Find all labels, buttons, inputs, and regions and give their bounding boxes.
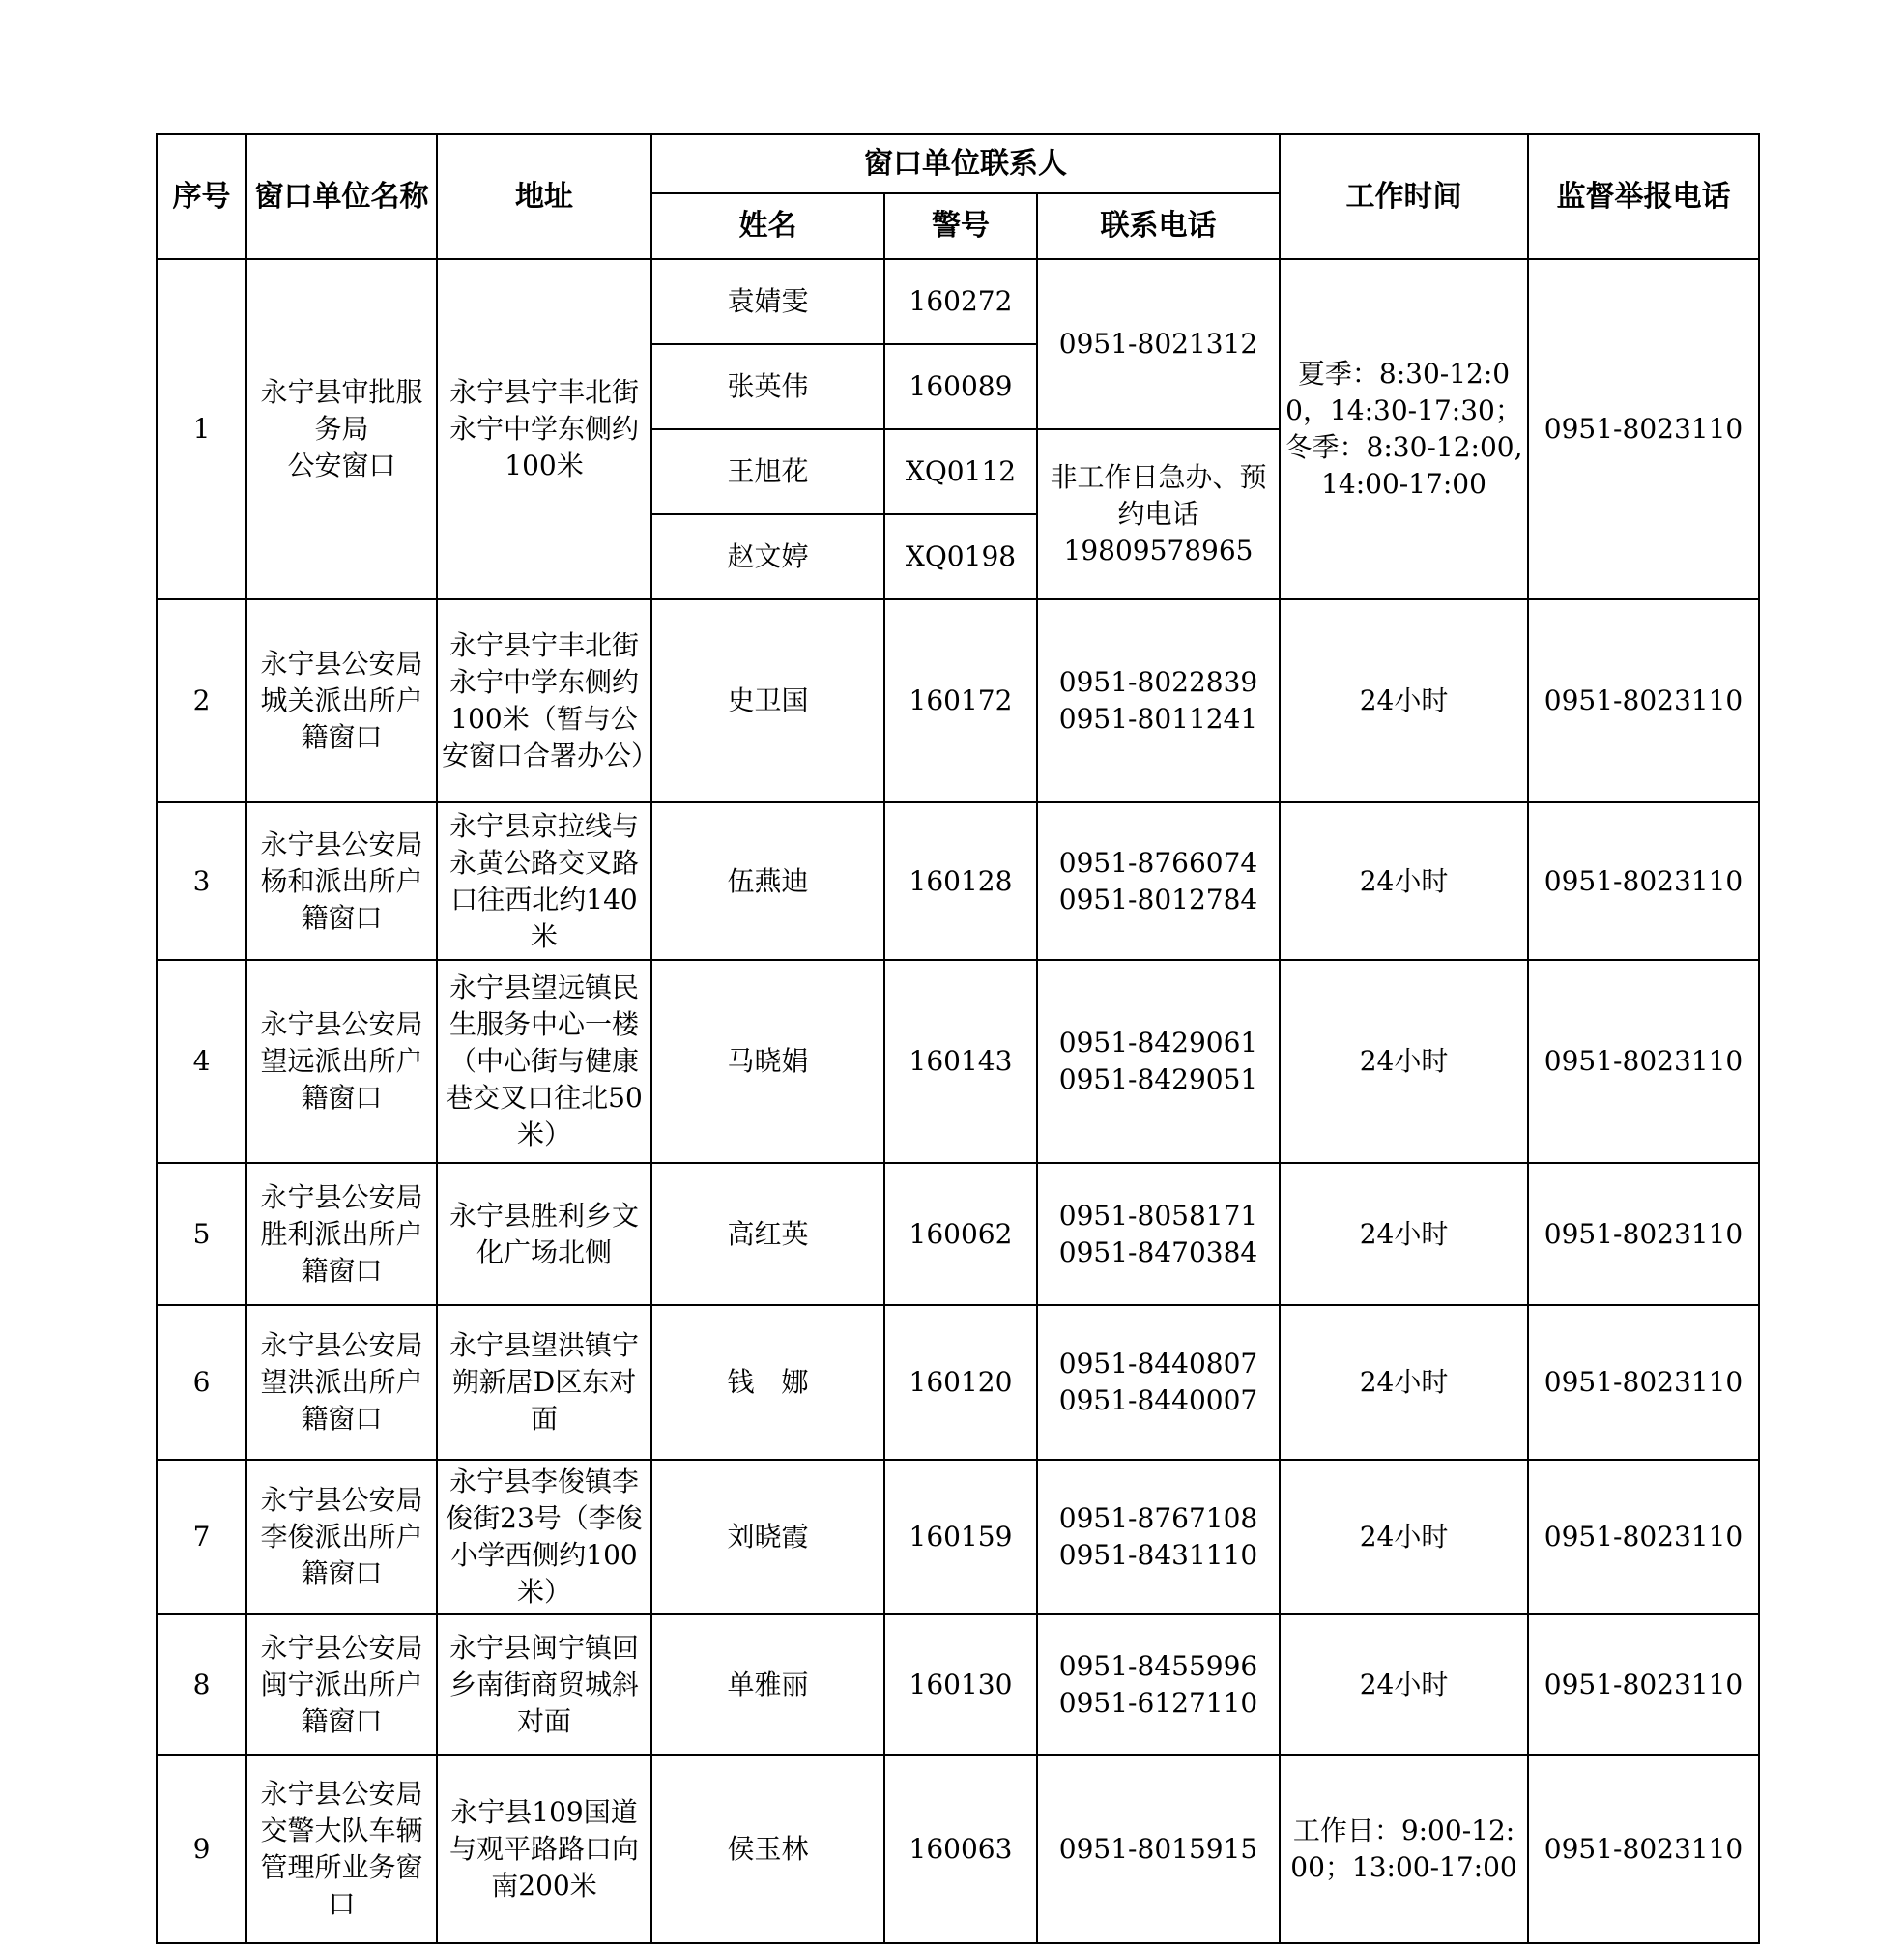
row-badge: 160063 (884, 1755, 1037, 1943)
table-row (157, 802, 1759, 960)
row-hours: 24小时 (1280, 599, 1528, 802)
row-badge: 160128 (884, 802, 1037, 960)
row1-phone-a: 0951-8021312 (1037, 259, 1280, 429)
header-unit: 窗口单位名称 (246, 134, 437, 259)
table-row (157, 599, 1759, 802)
row-name: 刘晓霞 (651, 1460, 884, 1614)
row1-index: 1 (157, 259, 246, 599)
row-name: 钱 娜 (651, 1305, 884, 1460)
row-hours: 24小时 (1280, 1460, 1528, 1614)
row-name: 伍燕迪 (651, 802, 884, 960)
row-name: 史卫国 (651, 599, 884, 802)
row-name: 马晓娟 (651, 960, 884, 1163)
row-hours: 24小时 (1280, 1614, 1528, 1755)
row-hours: 24小时 (1280, 802, 1528, 960)
row-badge: 160143 (884, 960, 1037, 1163)
row-index: 2 (157, 599, 246, 802)
row-index: 6 (157, 1305, 246, 1460)
row-unit: 永宁县公安局杨和派出所户籍窗口 (246, 802, 437, 960)
row-address: 永宁县宁丰北街永宁中学东侧约100米（暂与公安窗口合署办公） (437, 599, 651, 802)
header-index: 序号 (157, 134, 246, 259)
table-row (157, 960, 1759, 1163)
row-supervise: 0951-8023110 (1528, 599, 1759, 802)
row-unit: 永宁县公安局望远派出所户籍窗口 (246, 960, 437, 1163)
row-hours: 24小时 (1280, 1305, 1528, 1460)
row-unit: 永宁县公安局交警大队车辆管理所业务窗口 (246, 1755, 437, 1943)
row-address: 永宁县京拉线与永黄公路交叉路口往西北约140米 (437, 802, 651, 960)
row-unit: 永宁县公安局闽宁派出所户籍窗口 (246, 1614, 437, 1755)
row-index: 9 (157, 1755, 246, 1943)
header-phone: 联系电话 (1037, 193, 1280, 259)
row1-contact-badge: XQ0112 (884, 429, 1037, 514)
row1-contact-name: 袁婧雯 (651, 259, 884, 344)
table-row (157, 1755, 1759, 1943)
row-phone: 0951-8022839 0951-8011241 (1037, 599, 1280, 802)
row-hours: 24小时 (1280, 1163, 1528, 1305)
row1-contact-name: 赵文婷 (651, 514, 884, 599)
row-unit: 永宁县公安局胜利派出所户籍窗口 (246, 1163, 437, 1305)
row-index: 3 (157, 802, 246, 960)
row-address: 永宁县胜利乡文化广场北侧 (437, 1163, 651, 1305)
header-address: 地址 (437, 134, 651, 259)
row-address: 永宁县望远镇民生服务中心一楼（中心街与健康巷交叉口往北50米） (437, 960, 651, 1163)
row-address: 永宁县望洪镇宁朔新居D区东对面 (437, 1305, 651, 1460)
row-index: 5 (157, 1163, 246, 1305)
header-supervise: 监督举报电话 (1528, 134, 1759, 259)
row-unit: 永宁县公安局望洪派出所户籍窗口 (246, 1305, 437, 1460)
row-phone: 0951-8440807 0951-8440007 (1037, 1305, 1280, 1460)
row-supervise: 0951-8023110 (1528, 1755, 1759, 1943)
row-supervise: 0951-8023110 (1528, 1614, 1759, 1755)
row-unit: 永宁县公安局李俊派出所户籍窗口 (246, 1460, 437, 1614)
row-index: 4 (157, 960, 246, 1163)
row1-phone-b: 非工作日急办、预约电话 19809578965 (1037, 429, 1280, 599)
row-badge: 160159 (884, 1460, 1037, 1614)
row1-contact-badge: 160272 (884, 259, 1037, 344)
row1-unit: 永宁县审批服务局 公安窗口 (246, 259, 437, 599)
row-hours: 工作日：9:00-12:00；13:00-17:00 (1280, 1755, 1528, 1943)
row-phone: 0951-8455996 0951-6127110 (1037, 1614, 1280, 1755)
row-phone: 0951-8767108 0951-8431110 (1037, 1460, 1280, 1614)
row-phone: 0951-8429061 0951-8429051 (1037, 960, 1280, 1163)
row-badge: 160120 (884, 1305, 1037, 1460)
row-badge: 160062 (884, 1163, 1037, 1305)
header-hours: 工作时间 (1280, 134, 1528, 259)
contact-roster-table (156, 133, 1760, 1944)
row-supervise: 0951-8023110 (1528, 1460, 1759, 1614)
row-supervise: 0951-8023110 (1528, 1163, 1759, 1305)
row-badge: 160172 (884, 599, 1037, 802)
row1-contact-badge: 160089 (884, 344, 1037, 429)
header-name: 姓名 (651, 193, 884, 259)
row-unit: 永宁县公安局城关派出所户籍窗口 (246, 599, 437, 802)
row1-hours: 夏季：8:30-12:00，14:30-17:30； 冬季：8:30-12:00,14:00-17:00 (1280, 259, 1528, 599)
row-index: 8 (157, 1614, 246, 1755)
row1-contact-name: 王旭花 (651, 429, 884, 514)
row1-contact-name: 张英伟 (651, 344, 884, 429)
row-badge: 160130 (884, 1614, 1037, 1755)
row-supervise: 0951-8023110 (1528, 802, 1759, 960)
row-phone: 0951-8015915 (1037, 1755, 1280, 1943)
row-address: 永宁县闽宁镇回乡南街商贸城斜对面 (437, 1614, 651, 1755)
row-phone: 0951-8058171 0951-8470384 (1037, 1163, 1280, 1305)
header-contact-group: 窗口单位联系人 (651, 134, 1280, 193)
row1-supervise: 0951-8023110 (1528, 259, 1759, 599)
row-index: 7 (157, 1460, 246, 1614)
table-row (157, 1460, 1759, 1614)
row-supervise: 0951-8023110 (1528, 960, 1759, 1163)
row-supervise: 0951-8023110 (1528, 1305, 1759, 1460)
row1-address: 永宁县宁丰北街永宁中学东侧约100米 (437, 259, 651, 599)
table-row (157, 1614, 1759, 1755)
row1-contact-badge: XQ0198 (884, 514, 1037, 599)
row-name: 侯玉林 (651, 1755, 884, 1943)
row-phone: 0951-8766074 0951-8012784 (1037, 802, 1280, 960)
row-address: 永宁县李俊镇李俊街23号（李俊小学西侧约100米） (437, 1460, 651, 1614)
header-badge: 警号 (884, 193, 1037, 259)
row-name: 高红英 (651, 1163, 884, 1305)
table-row (157, 1163, 1759, 1305)
row-hours: 24小时 (1280, 960, 1528, 1163)
table-row (157, 1305, 1759, 1460)
row-name: 单雅丽 (651, 1614, 884, 1755)
row-address: 永宁县109国道与观平路路口向南200米 (437, 1755, 651, 1943)
